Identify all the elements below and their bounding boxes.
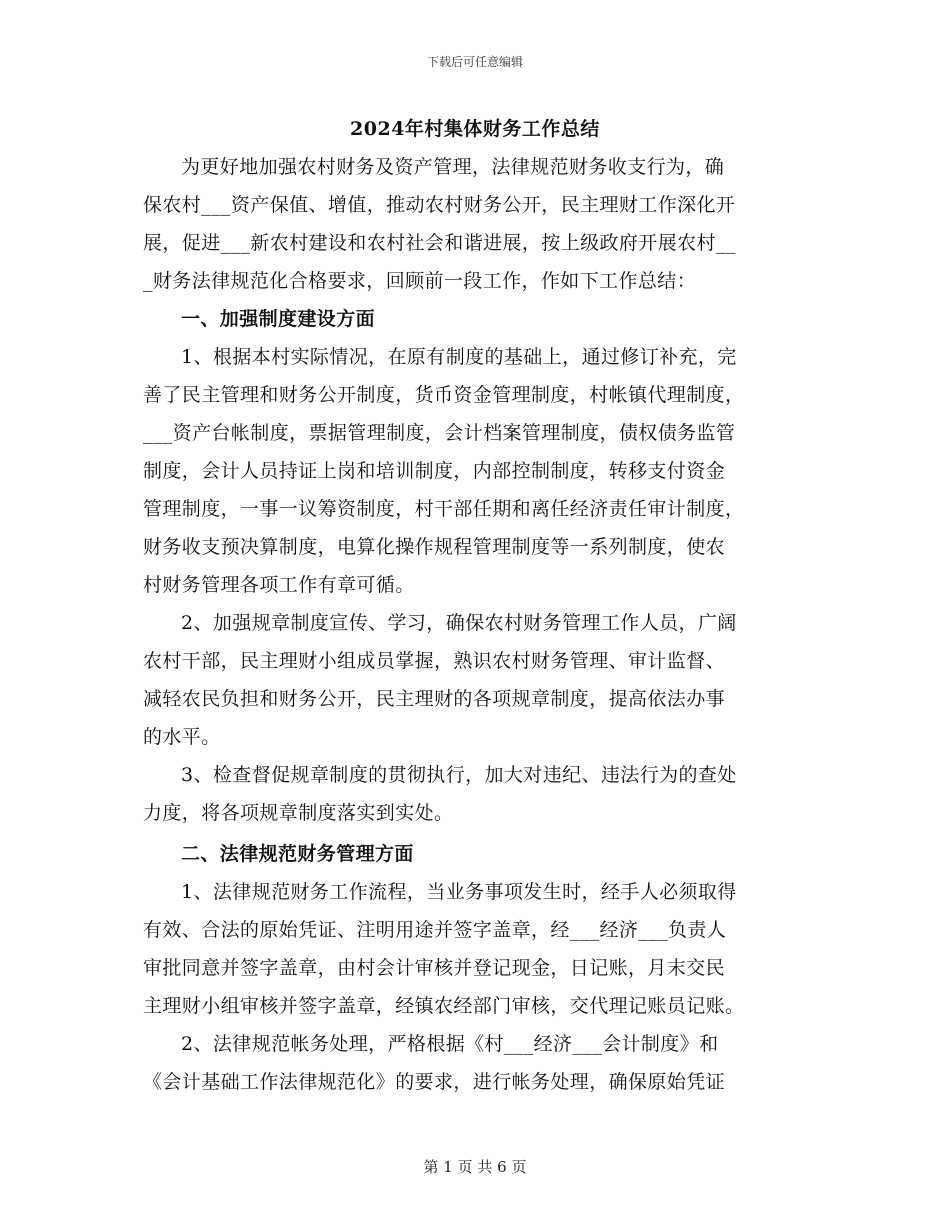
intro-line: 为更好地加强农村财务及资产管理，法律规范财务收支行为，确 <box>181 156 725 178</box>
paragraph-line: 制度，会计人员持证上岗和培训制度，内部控制制度，转移支付资金 <box>143 460 726 482</box>
paragraph-line: 农村干部，民主理财小组成员掌握，熟识农村财务管理、审计监督、 <box>143 650 726 672</box>
paragraph-line: 管理制度，一事一议筹资制度，村干部任期和离任经济责任审计制度， <box>143 498 745 520</box>
paragraph-line: 力度，将各项规章制度落实到实处。 <box>143 802 454 824</box>
paragraph-line: 有效、合法的原始凭证、注明用途并签字盖章，经___经济___负责人 <box>143 919 727 941</box>
intro-line: 展，促进___新农村建设和农村社会和谐进展，按上级政府开展农村__ <box>143 232 736 254</box>
paragraph-line: 财务收支预决算制度，电算化操作规程管理制度等一系列制度，使农 <box>143 536 726 558</box>
paragraph-line: 2、法律规范帐务处理，严格根据《村___经济___会计制度》和 <box>181 1033 719 1055</box>
intro-line: _财务法律规范化合格要求，回顾前一段工作，作如下工作总结： <box>143 270 697 292</box>
page-number-footer: 第 1 页 共 6 页 <box>423 1158 527 1176</box>
paragraph-line: 的水平。 <box>143 726 221 748</box>
paragraph-line: 1、法律规范财务工作流程，当业务事项发生时，经手人必须取得 <box>181 881 737 903</box>
paragraph-line: 3、检查督促规章制度的贯彻执行，加大对违纪、违法行为的查处 <box>181 764 737 786</box>
paragraph-line: 善了民主管理和财务公开制度，货币资金管理制度，村帐镇代理制度， <box>143 384 745 406</box>
section-heading: 二、法律规范财务管理方面 <box>181 843 414 865</box>
paragraph-line: 审批同意并签字盖章，由村会计审核并登记现金，日记账，月末交民 <box>143 957 726 979</box>
header-note: 下载后可任意编辑 <box>426 55 523 69</box>
section-heading: 一、加强制度建设方面 <box>181 308 376 330</box>
paragraph-line: 2、加强规章制度宣传、学习，确保农村财务管理工作人员，广阔 <box>181 612 737 634</box>
document-title: 2024年村集体财务工作总结 <box>350 118 600 140</box>
document-body <box>143 148 807 1101</box>
paragraph-line: 村财务管理各项工作有章可循。 <box>143 574 415 596</box>
paragraph-line: 《会计基础工作法律规范化》的要求，进行帐务处理，确保原始凭证 <box>143 1071 726 1093</box>
paragraph-line: ___资产台帐制度，票据管理制度，会计档案管理制度，债权债务监管 <box>143 422 736 444</box>
paragraph-line: 减轻农民负担和财务公开，民主理财的各项规章制度，提高依法办事 <box>143 688 726 710</box>
paragraph-line: 主理财小组审核并签字盖章，经镇农经部门审核，交代理记账员记账。 <box>143 995 745 1017</box>
intro-line: 保农村___资产保值、增值，推动农村财务公开，民主理财工作深化开 <box>143 194 736 216</box>
paragraph-line: 1、根据本村实际情况，在原有制度的基础上，通过修订补充，完 <box>181 346 737 368</box>
